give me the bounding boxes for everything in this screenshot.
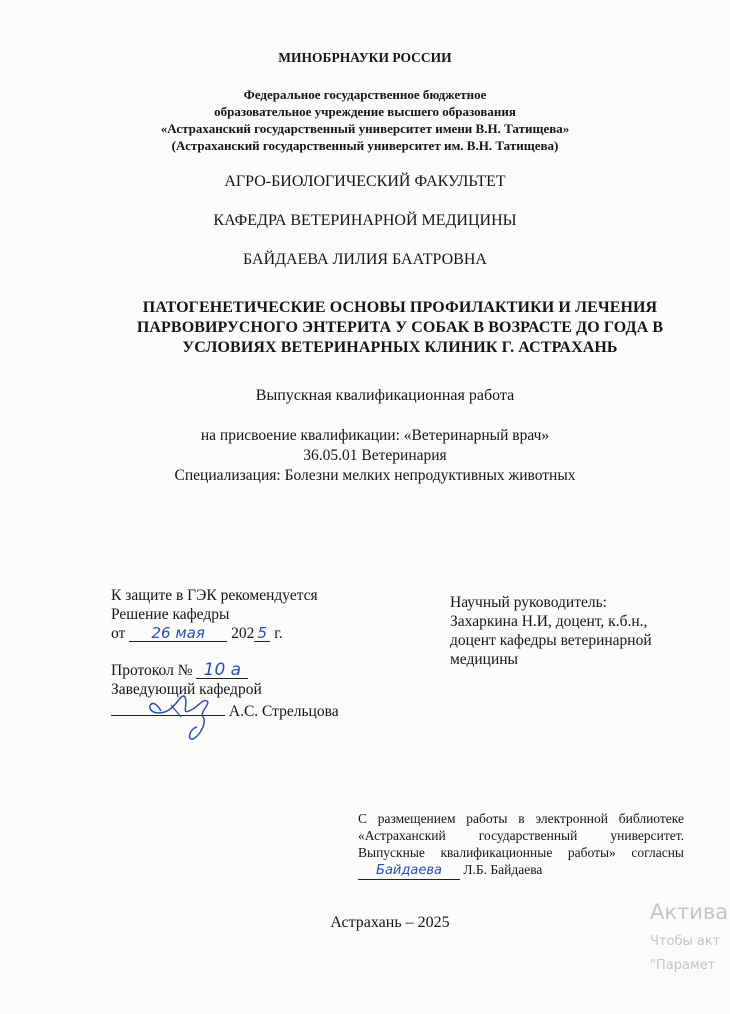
thesis-title: [100, 298, 700, 358]
institution-line: образовательное учреждение высшего образования: [214, 104, 516, 119]
title-line: ПАТОГЕНЕТИЧЕСКИЕ ОСНОВЫ ПРОФИЛАКТИКИ И ЛЕЧЕНИЯ: [142, 299, 658, 316]
supervisor-line: Захаркина Н.И, доцент, к.б.н.,: [450, 613, 648, 630]
date-handwritten: 26 мая: [129, 625, 227, 642]
qualification-line: на присвоение квалификации: «Ветеринарный врач»: [200, 427, 550, 444]
watermark-title: Актива: [650, 900, 729, 924]
qualification-block: [10, 426, 730, 486]
consent-name: Л.Б. Байдаева: [463, 862, 543, 877]
consent-line: С размещением работы в электронной библиотеке: [358, 811, 684, 826]
supervisor-line: доцент кафедры ветеринарной: [450, 632, 652, 649]
recommend-label: К защите в ГЭК рекомендуется: [111, 587, 318, 604]
head-label: Заведующий кафедрой: [111, 681, 262, 698]
consent-signature-line: [358, 861, 684, 880]
institution-line: Федеральное государственное бюджетное: [243, 87, 487, 102]
consent-block: [358, 810, 684, 880]
author-name: БАЙДАЕВА ЛИЛИЯ БААТРОВНА: [243, 251, 487, 268]
supervisor-line: медицины: [450, 651, 518, 668]
title-line: УСЛОВИЯХ ВЕТЕРИНАРНЫХ КЛИНИК Г. АСТРАХАНЬ: [182, 339, 618, 356]
institution-line: «Астраханский государственный университет имени В.Н. Татищева»: [160, 121, 570, 136]
consent-signature: Байдаева: [358, 863, 460, 880]
city-year: Астрахань – 2025: [330, 914, 450, 931]
institution-name: [0, 86, 730, 154]
signature-image: [141, 683, 221, 743]
ministry-heading: МИНОБРНАУКИ РОССИИ: [278, 50, 452, 65]
year-handwritten: 5: [254, 625, 270, 642]
date-prefix: от: [111, 625, 126, 642]
protocol-handwritten: 10 а: [196, 662, 248, 679]
supervisor-label: Научный руководитель:: [450, 594, 607, 611]
consent-line: Выпускные квалификационные работы» согласны: [358, 845, 684, 860]
head-name: А.С. Стрельцова: [228, 703, 339, 720]
institution-line: (Астраханский государственный университет им. В.Н. Татищева): [171, 138, 559, 153]
protocol-line: [111, 661, 339, 680]
head-signature-line: [111, 699, 339, 721]
watermark-line: "Парамет: [650, 958, 716, 973]
year-prefix: 202: [231, 625, 255, 642]
faculty-name: АГРО-БИОЛОГИЧЕСКИЙ ФАКУЛЬТЕТ: [224, 173, 506, 190]
protocol-block: [111, 661, 339, 721]
recommend-block: [111, 586, 318, 643]
watermark-line: Чтобы акт: [650, 934, 721, 949]
work-type: Выпускная квалификационная работа: [255, 387, 515, 404]
title-line: ПАРВОВИРУСНОГО ЭНТЕРИТА У СОБАК В ВОЗРАСТЕ ДО ГОДА В: [136, 319, 664, 336]
specialization: Специализация: Болезни мелких непродуктивных животных: [174, 467, 576, 484]
year-suffix: г.: [274, 625, 283, 642]
department-name: КАФЕДРА ВЕТЕРИНАРНОЙ МЕДИЦИНЫ: [213, 212, 517, 229]
decision-date: [111, 624, 318, 643]
decision-label: Решение кафедры: [111, 606, 230, 623]
supervisor-block: [450, 593, 652, 669]
protocol-prefix: Протокол №: [111, 662, 193, 679]
specialty-code: 36.05.01 Ветеринария: [303, 447, 447, 464]
consent-line: «Астраханский государственный университет.: [358, 828, 684, 843]
